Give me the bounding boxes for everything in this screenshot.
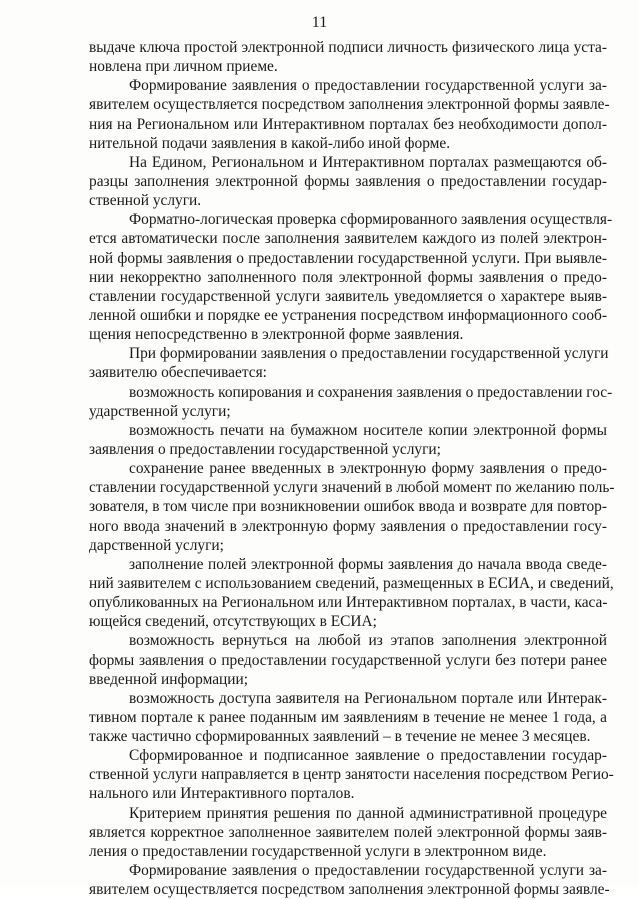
text-line: явителем осуществляется посредством заполнения электронной формы заявле- xyxy=(89,881,610,899)
text-line: заявления о предоставлении государственной услуги; xyxy=(89,440,441,458)
text-line: также частично сформированных заявлений – в течение не менее 3 месяцев. xyxy=(89,728,591,746)
body-text xyxy=(89,38,615,899)
text-line: возможность вернуться на любой из этапов заполнения электронной xyxy=(129,632,607,650)
text-line: ственной услуги направляется в центр занятости населения посредством Регио- xyxy=(89,766,614,784)
text-line: нительной подачи заявления в какой-либо иной форме. xyxy=(89,134,451,152)
text-line: выдаче ключа простой электронной подписи личность физического лица уста- xyxy=(89,39,607,56)
text-line: возможность копирования и сохранения заявления о предоставлении гос- xyxy=(129,383,613,401)
text-line: нии некорректно заполненного поля электронной формы заявления о предо- xyxy=(89,268,607,286)
text-line: возможность доступа заявителя на Региональном портале или Интерак- xyxy=(129,689,607,707)
text-line: щения непосредственно в электронной форме заявления. xyxy=(89,326,464,344)
text-line: разцы заполнения электронной формы заявления о предоставлении государ- xyxy=(89,172,607,190)
text-line: заявителю обеспечивается: xyxy=(89,364,267,382)
text-line: формы заявления о предоставлении государственной услуги без потери ранее xyxy=(89,651,607,669)
text-line: является корректное заполненное заявителем полей электронной формы заяв- xyxy=(89,823,607,841)
text-line: явителем осуществляется посредством заполнения электронной формы заявле- xyxy=(89,96,610,114)
text-line: ной формы заявления о предоставлении государственной услуги. При выявле- xyxy=(89,249,607,267)
text-line: нального или Интерактивного порталов. xyxy=(89,785,355,803)
text-line: Форматно-логическая проверка сформированного заявления осуществля- xyxy=(129,211,613,229)
text-line: ется автоматически после заполнения заявителем каждого из полей электрон- xyxy=(89,230,607,248)
text-line: Формирование заявления о предоставлении государственной услуги за- xyxy=(129,77,607,95)
text-line: ставлении государственной услуги значений в любой момент по желанию поль- xyxy=(89,479,615,497)
text-line: ленной ошибки и порядке ее устранения посредством информационного сооб- xyxy=(89,306,607,324)
text-line: ственной услуги. xyxy=(89,192,202,210)
text-line: зователя, в том числе при возникновении ошибок ввода и возврате для повтор- xyxy=(89,498,607,516)
text-line: Сформированное и подписанное заявление о предоставлении государ- xyxy=(129,747,607,765)
text-line: возможность печати на бумажном носителе копии электронной формы xyxy=(129,421,607,439)
text-line: тивном портале к ранее поданным им заявлениям в течение не менее 1 года, а xyxy=(89,708,607,726)
text-line: При формировании заявления о предоставлении государственной услуги xyxy=(129,345,609,363)
text-line: ния на Региональном или Интерактивном порталах без необходимости допол- xyxy=(89,115,607,133)
text-line: опубликованных на Региональном или Интерактивном порталах, в части, каса- xyxy=(89,594,608,612)
text-line: Критерием принятия решения по данной административной процедуре xyxy=(129,804,607,822)
text-line: На Едином, Региональном и Интерактивном порталах размещаются об- xyxy=(129,153,607,171)
text-line: Формирование заявления о предоставлении государственной услуги за- xyxy=(129,862,607,880)
text-line: ного ввода значений в электронную форму заявления о предоставлении госу- xyxy=(89,517,607,535)
text-line: ний заявителем с использованием сведений, размещенных в ЕСИА, и сведений, xyxy=(89,574,614,592)
text-line: введенной информации; xyxy=(89,670,249,688)
text-line: заполнение полей электронной формы заявления до начала ввода сведе- xyxy=(129,555,607,573)
text-line: ления о предоставлении государственной услуги в электронном виде. xyxy=(89,842,547,860)
text-line: новлена при личном приеме. xyxy=(89,58,278,76)
text-line: ющейся сведений, отсутствующих в ЕСИА; xyxy=(89,613,377,631)
text-line: ударственной услуги; xyxy=(89,402,231,420)
text-line: дарственной услуги; xyxy=(89,536,224,554)
page-number: 11 xyxy=(311,14,328,31)
text-line: сохранение ранее введенных в электронную форму заявления о предо- xyxy=(129,460,607,478)
text-line: ставлении государственной услуги заявитель уведомляется о характере выяв- xyxy=(89,287,607,305)
